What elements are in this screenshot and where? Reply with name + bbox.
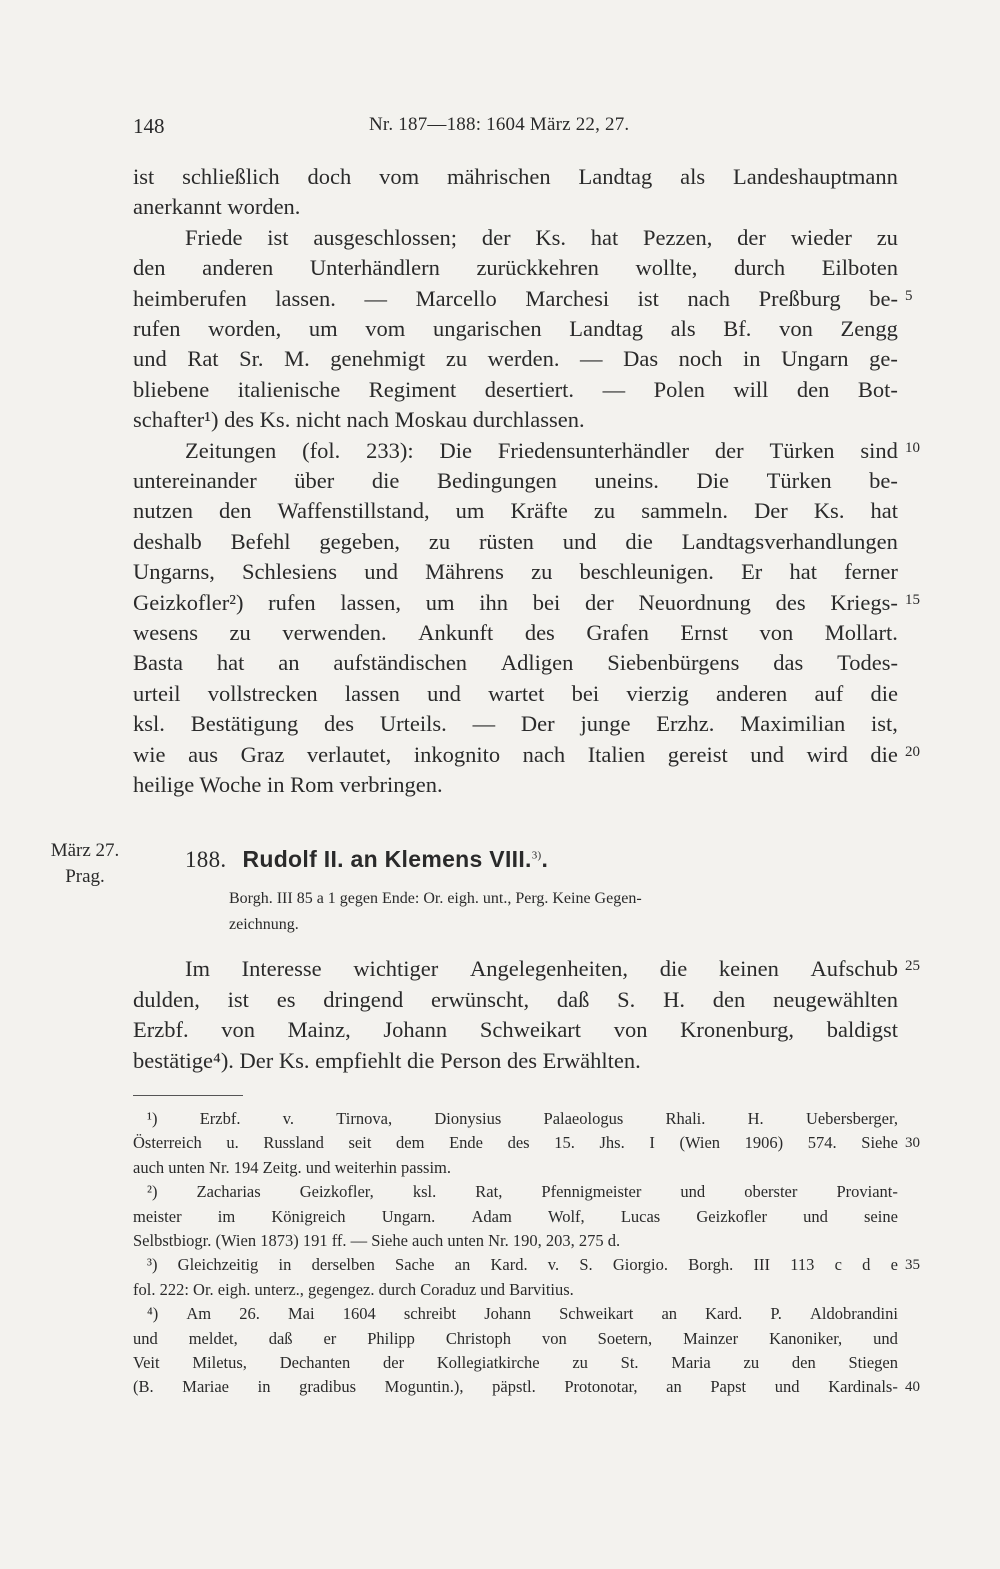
- text-line: Ungarns, Schlesiens und Mährens zu beschleunigen. Er hat ferner: [133, 559, 898, 585]
- text-line: heilige Woche in Rom verbringen.: [133, 772, 443, 797]
- margin-date: März 27.: [50, 840, 120, 861]
- text-line: Zeitungen (fol. 233): Die Friedensunterhändler der Türken sind: [185, 437, 898, 463]
- text-line: dulden, ist es dringend erwünscht, daß S. H. den neugewählten: [133, 986, 898, 1012]
- document-title: Rudolf II. an Klemens VIII.: [242, 846, 532, 872]
- footnote-line: fol. 222: Or. eigh. unterz., gegengez. durch Coraduz und Barvitius.: [133, 1279, 574, 1299]
- document-heading: 188. Rudolf II. an Klemens VIII.$^{3)}$.: [185, 846, 549, 872]
- source-line: Borgh. III 85 a 1 gegen Ende: Or. eigh. unt., Perg. Keine Gegen-: [229, 890, 642, 907]
- document-heading-footnote-ref: 3: [531, 849, 538, 862]
- text-line: Geizkofler²) rufen lassen, um ihn bei der Neuordnung des Kriegs-: [133, 589, 898, 615]
- line-number: 40: [905, 1379, 920, 1396]
- text-line: wesens zu verwenden. Ankunft des Grafen Ernst von Mollart.: [133, 620, 898, 645]
- text-line: den anderen Unterhändlern zurückkehren wollte, durch Eilboten: [133, 255, 898, 281]
- text-line: bestätige⁴). Der Ks. empfiehlt die Person des Erwählten.: [133, 1047, 641, 1073]
- text-line: nutzen den Waffenstillstand, um Kräfte zu sammeln. Der Ks. hat: [133, 498, 898, 524]
- line-number: 15: [905, 591, 920, 608]
- footnote-line: (B. Mariae in gradibus Moguntin.), päpstl. Protonotar, an Papst und Kardinals-: [133, 1377, 898, 1397]
- text-line: deshalb Befehl gegeben, zu rüsten und die Landtagsverhandlungen: [133, 528, 898, 554]
- margin-place: Prag.: [65, 866, 105, 887]
- text-line: untereinander über die Bedingungen uneins. Die Türken be-: [133, 468, 898, 493]
- text-line: bliebene italienische Regiment desertiert. — Polen will den Bot-: [133, 376, 898, 402]
- text-line: und Rat Sr. M. genehmigt zu werden. — Das noch in Ungarn ge-: [133, 346, 898, 372]
- running-title: Nr. 187—188: 1604 März 22, 27.: [369, 114, 630, 135]
- line-number: 35: [905, 1257, 920, 1274]
- footnote-line: auch unten Nr. 194 Zeitg. und weiterhin passim.: [133, 1157, 452, 1177]
- text-line: Basta hat an aufständischen Adligen Siebenbürgens das Todes-: [133, 650, 898, 676]
- footnote-line: ⁴) Am 26. Mai 1604 schreibt Johann Schweikart an Kard. P. Aldobrandini: [147, 1304, 898, 1324]
- text-line: anerkannt worden.: [133, 194, 301, 220]
- text-line: rufen worden, um vom ungarischen Landtag als Bf. von Zengg: [133, 316, 898, 341]
- footnote-line: und meldet, daß er Philipp Christoph von Soetern, Mainzer Kanoniker, und: [133, 1328, 898, 1348]
- footnote-line: Selbstbiogr. (Wien 1873) 191 ff. — Siehe auch unten Nr. 190, 203, 275 d.: [133, 1231, 621, 1250]
- footnote-rule: [133, 1095, 243, 1096]
- footnote-line: ¹) Erzbf. v. Tirnova, Dionysius Palaeologus Rhali. H. Uebersberger,: [147, 1109, 898, 1128]
- text-line: schafter¹) des Ks. nicht nach Moskau durchlassen.: [133, 407, 585, 433]
- text-line: Friede ist ausgeschlossen; der Ks. hat Pezzen, der wieder zu: [185, 224, 898, 250]
- text-line: Erzbf. von Mainz, Johann Schweikart von Kronenburg, baldigst: [133, 1017, 898, 1042]
- line-number: 5: [905, 287, 913, 304]
- page-header: [133, 114, 713, 144]
- footnote-line: Veit Miletus, Dechanten der Kollegiatkirche zu St. Maria zu den Stiegen: [133, 1353, 898, 1372]
- text-line: ist schließlich doch vom mährischen Landtag als Landeshauptmann: [133, 164, 898, 189]
- document-number: 188.: [185, 847, 227, 872]
- text-line: urteil vollstrecken lassen und wartet bei vierzig anderen auf die: [133, 680, 898, 706]
- footnote-line: Österreich u. Russland seit dem Ende des 15. Jhs. I (Wien 1906) 574. Siehe: [133, 1133, 898, 1153]
- source-line-continued: zeichnung.: [229, 916, 299, 933]
- line-number: 20: [905, 743, 920, 760]
- text-line: Im Interesse wichtiger Angelegenheiten, die keinen Aufschub: [185, 956, 898, 981]
- footnote-line: meister im Königreich Ungarn. Adam Wolf, Lucas Geizkofler und seine: [133, 1206, 898, 1226]
- text-line: wie aus Graz verlautet, inkognito nach Italien gereist und wird die: [133, 741, 898, 767]
- line-number: 25: [905, 958, 920, 974]
- text-line: ksl. Bestätigung des Urteils. — Der junge Erzhz. Maximilian ist,: [133, 711, 898, 737]
- footnote-line: ²) Zacharias Geizkofler, ksl. Rat, Pfennigmeister und oberster Proviant-: [147, 1182, 898, 1202]
- line-number: 10: [905, 439, 920, 456]
- footnote-line: ³) Gleichzeitig in derselben Sache an Kard. v. S. Giorgio. Borgh. III 113 c d e: [147, 1255, 898, 1275]
- page-number: 148: [133, 114, 165, 138]
- line-number: 30: [905, 1135, 920, 1152]
- margin-note: [44, 838, 126, 890]
- text-line: heimberufen lassen. — Marcello Marchesi ist nach Preßburg be-: [133, 285, 898, 311]
